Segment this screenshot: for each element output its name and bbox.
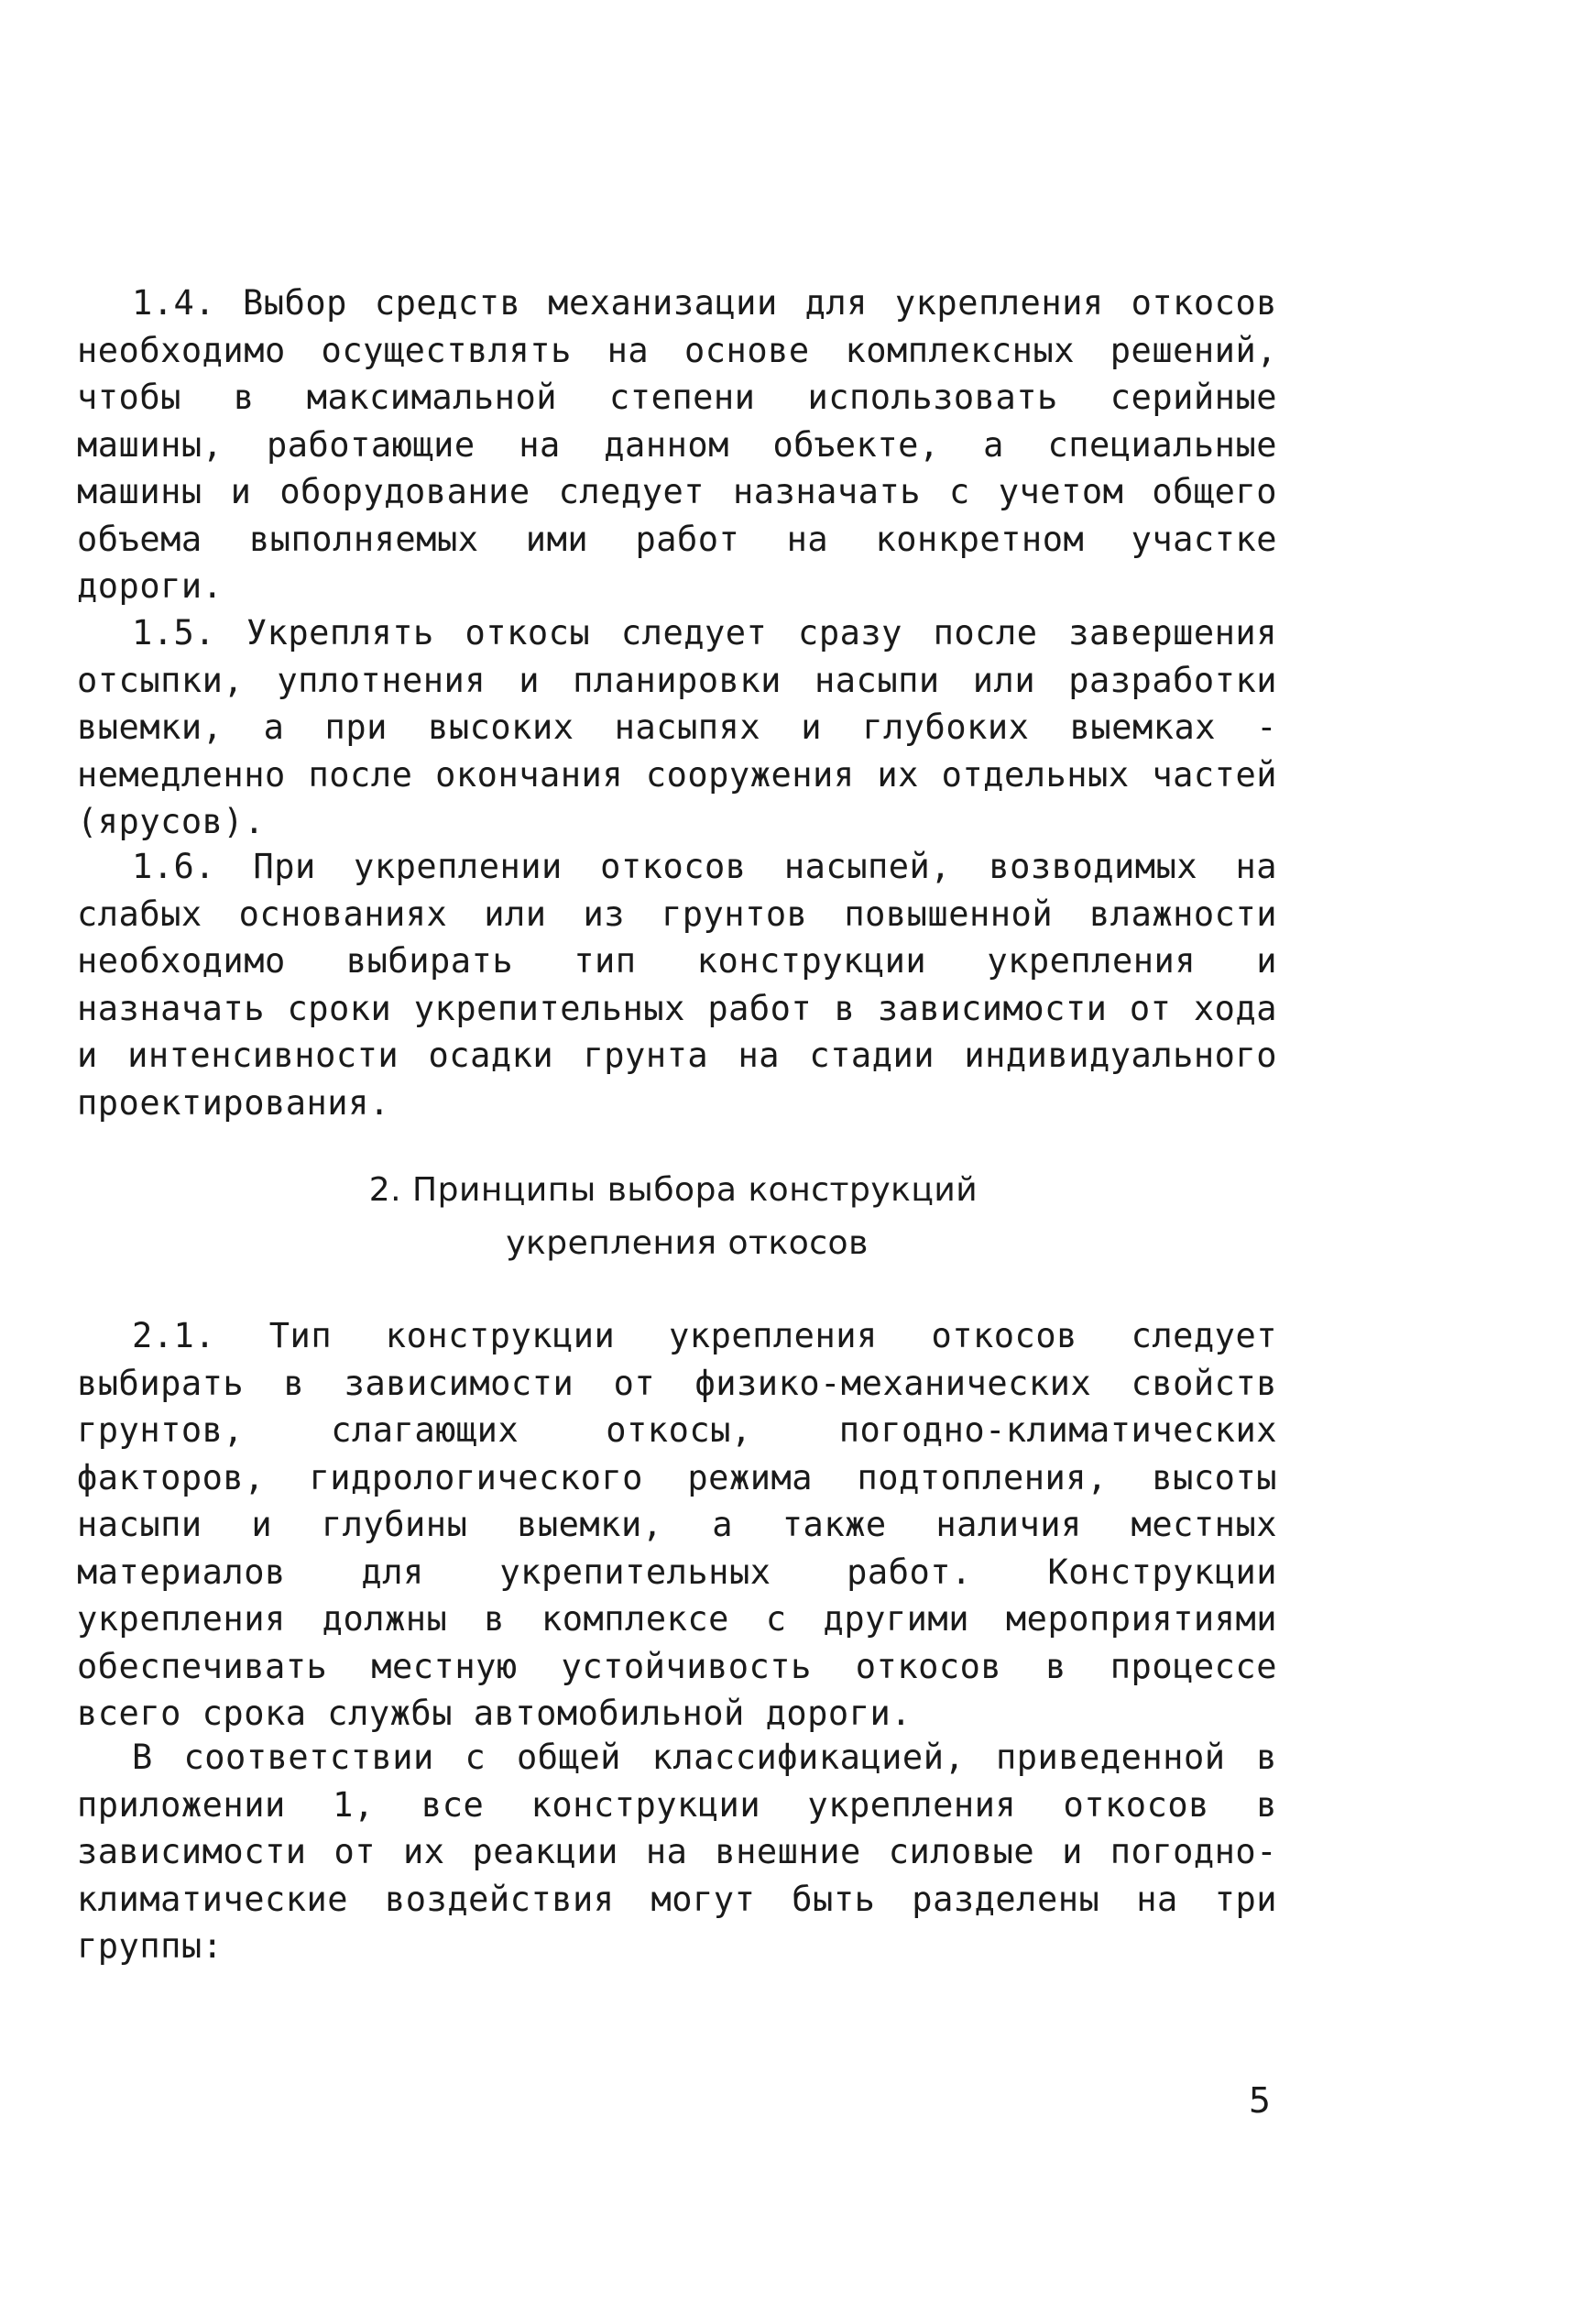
section-heading-line-2: укрепления откосов — [506, 1224, 869, 1262]
paragraph-1-4: 1.4. Выбор средств механизации для укрепления откосов необходимо осуществлять на основе комплексных решений, чтобы в максимальной степени использовать серийные машины, работающие на данном объекте, а специальные машины и оборудование следует назначать с учетом общего объема выполняемых ими работ на конкретном участке дороги. — [77, 283, 1277, 606]
section-heading-line-1: 2. Принципы выбора конструкций — [368, 1171, 978, 1209]
paragraph-1-5: 1.5. Укреплять откосы следует сразу после завершения отсыпки, уплотнения и планировки насыпи или разработки выемки, а при высоких насыпях и глубоких выемках - немедленно после окончания сооружения их отдельных частей (ярусов). — [77, 613, 1277, 841]
paragraph-2-1: 2.1. Тип конструкции укрепления откосов следует выбирать в зависимости от физико-механических свойств грунтов, слагающих откосы, погодно-климатических факторов, гидрологического режима подтопления, высоты насыпи и глубины выемки, а также наличия местных материалов для укрепительных работ. Конструкции укрепления должны в комплексе с другими мероприятиями обеспечивать местную устойчивость откосов в процессе всего срока службы автомобильной дороги. — [77, 1316, 1277, 1733]
paragraph-2-classification: В соответствии с общей классификацией, приведенной в приложении 1, все конструкции укрепления откосов в зависимости от их реакции на внешние силовые и погодно-климатические воздействия могут быть разделены на три группы: — [77, 1738, 1277, 1966]
page-number: 5 — [1248, 2080, 1271, 2121]
paragraph-1-6: 1.6. При укреплении откосов насыпей, возводимых на слабых основаниях или из грунтов повышенной влажности необходимо выбирать тип конструкции укрепления и назначать сроки укрепительных работ в зависимости от хода и интенсивности осадки грунта на стадии индивидуального проектирования. — [77, 847, 1277, 1123]
section-heading — [0, 1164, 1347, 1270]
